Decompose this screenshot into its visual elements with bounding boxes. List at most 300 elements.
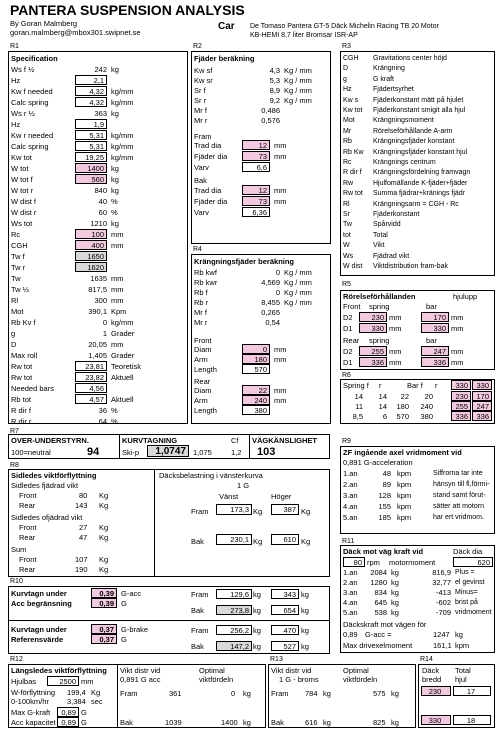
dack-gear: 4.an xyxy=(343,598,358,607)
spec-value: 64 xyxy=(98,417,107,426)
sid-bak-hoger: 610 xyxy=(271,534,299,545)
dack-kraft-v: 1247 xyxy=(433,630,450,639)
kr-front-value: 180 xyxy=(242,354,270,364)
sid-fj-front-u: Kg xyxy=(99,491,109,500)
legend-desc: Rörelseförhållande A-arm xyxy=(373,127,453,135)
legend-key: R dir f xyxy=(343,169,362,177)
kr-label: Mr f xyxy=(194,308,207,317)
r6-head: r xyxy=(435,381,438,390)
legend-key: CGH xyxy=(343,55,359,62)
r6-cell: 180 xyxy=(396,402,409,411)
dack-mm: motormoment xyxy=(389,558,436,567)
fj-value: 0,486 xyxy=(261,106,280,115)
sid-fj-label: Sidledes fjädrad vikt xyxy=(11,481,79,490)
spec-label: Tw f xyxy=(11,252,25,261)
kr-value: 0 xyxy=(275,268,280,277)
legend-key: Mr xyxy=(343,127,352,135)
sid-sum-rear-u: Kg xyxy=(99,565,109,574)
lang-mm: mm xyxy=(81,677,94,686)
vag-value: 103 xyxy=(257,446,276,458)
lang-sec: sec xyxy=(91,697,103,706)
legend-key: Rw tot xyxy=(343,190,363,198)
sid-of-front-v: 27 xyxy=(79,523,88,532)
lang-wf: W-förflyttning xyxy=(11,688,56,697)
lang-kap-v: 0,89 xyxy=(57,717,79,727)
fj-fram-unit: mm xyxy=(274,152,287,161)
r14-r1-total: 17 xyxy=(453,686,491,696)
kr-label: Rb kwf xyxy=(194,268,217,277)
spec-value: 817,5 xyxy=(88,285,107,294)
legend-key: Hz xyxy=(343,86,352,94)
zf-note-line: har ert vridmom. xyxy=(433,514,484,521)
spec-unit: % xyxy=(111,197,118,206)
spec-label: R dir r xyxy=(11,417,32,426)
rorel-spring-1: spring xyxy=(369,302,390,311)
dack-gear: 2.an xyxy=(343,578,358,587)
legend-desc: Krängningsmoment xyxy=(373,117,434,125)
kg-bak-v: 147,2 xyxy=(216,641,252,651)
rorel-bar-1: bar xyxy=(426,302,437,311)
lang-header: Längsledes viktförflyttning xyxy=(11,666,107,675)
fj-label: Kw sf xyxy=(194,66,213,75)
dack-force: 834 xyxy=(374,588,387,597)
spec-unit: kg xyxy=(111,175,119,184)
kr-value: 0,54 xyxy=(265,318,280,327)
dack-kraft-g: 0,89 xyxy=(343,630,358,639)
kr-label: Rb r xyxy=(194,298,209,307)
section-r3: R3 xyxy=(342,43,351,50)
legend-desc: Hjulfomällande K-fjäder+fjäder xyxy=(373,179,468,187)
spec-value: 300 xyxy=(94,296,107,305)
sid-of-front-u: Kg xyxy=(99,523,109,532)
kr-front-label: Diam xyxy=(194,345,212,354)
kr-unit: Kg / mm xyxy=(284,298,312,307)
kg-fram-h: 343 xyxy=(271,589,299,599)
dack-rpm: 80 xyxy=(343,557,365,567)
rorelse-panel xyxy=(340,290,495,370)
cf-label: Cf xyxy=(231,436,239,445)
rorel-bar: 247 xyxy=(421,346,449,356)
zf-gear: 3.an xyxy=(343,491,358,500)
spec-unit: mm xyxy=(111,340,124,349)
spec-value: 36 xyxy=(98,406,107,415)
spec-label: g xyxy=(11,329,16,338)
sid-dack-label: Däcksbelastning i vänsterkurva xyxy=(159,471,263,480)
dack-force: 2084 xyxy=(370,568,387,577)
dack-note: vridmoment xyxy=(455,609,492,616)
legend-key: Kw s xyxy=(343,96,359,104)
spec-label: Needed bars xyxy=(11,384,54,393)
zf-sub: 0,891 G-acceleration xyxy=(343,458,413,467)
rorel-header: Rörelseförhållanden xyxy=(343,292,416,301)
fj-label: Sr f xyxy=(194,86,206,95)
kg-bak: Bak xyxy=(191,642,204,651)
fjader-header: Fjäder beräkning xyxy=(194,54,255,63)
sid-bak-hoger-u: Kg xyxy=(301,537,311,546)
sid-sum-rear: Rear xyxy=(19,565,36,574)
lang-hjul-v: 2500 xyxy=(47,676,79,686)
kg-unit: G-acc xyxy=(121,589,142,598)
kg-fram: Fram xyxy=(191,626,209,635)
spec-label: Ws tot xyxy=(11,219,33,228)
spec-label: Tw ½ xyxy=(11,285,29,294)
kr-header: Krängningsfjäder beräkning xyxy=(194,257,295,266)
kg-label: Referensvärde xyxy=(11,635,64,644)
sid-fj-front: Front xyxy=(19,491,37,500)
spec-unit: kg/mm xyxy=(111,131,134,140)
kg-unit: G xyxy=(121,635,127,644)
zf-value: 48 xyxy=(382,469,391,478)
sid-fj-rear-u: Kg xyxy=(99,501,109,510)
spec-label: Ws r ½ xyxy=(11,109,35,118)
dack-gear: 3.an xyxy=(343,588,358,597)
r13-fram: Fram xyxy=(271,689,289,698)
r14-r2-dack: 330 xyxy=(421,715,451,725)
zf-unit: kpm xyxy=(397,502,412,511)
r13-bak-kg2: kg xyxy=(391,718,399,727)
spec-unit: kg xyxy=(111,109,119,118)
r13-g: 1 G - broms xyxy=(279,675,319,684)
kr-label: Rb f xyxy=(194,288,208,297)
r6-cell: 170 xyxy=(472,391,492,401)
r14-dack: Däck xyxy=(422,666,440,675)
dack-kg: kg xyxy=(391,568,399,577)
dack-max-u: kpm xyxy=(455,641,470,650)
legend-key: Rl xyxy=(343,200,350,208)
divider xyxy=(9,620,329,621)
rorel-mm: mm xyxy=(451,313,464,322)
kr-rear-label: Arm xyxy=(194,396,208,405)
lang-hjul: Hjulbas xyxy=(11,677,37,686)
spec-unit: Teoretisk xyxy=(111,362,142,371)
sid-fram-hoger-u: Kg xyxy=(301,507,311,516)
r6-cell: 20 xyxy=(424,392,433,401)
section-r11: R11 xyxy=(342,538,355,545)
dack-kg: kg xyxy=(391,578,399,587)
fj-fram-value: 12 xyxy=(242,140,270,150)
sid-of-rear-u: Kg xyxy=(99,533,109,542)
legend-key: Mot xyxy=(343,117,355,125)
spec-value: 4,32 xyxy=(75,97,107,107)
spec-unit: Aktuell xyxy=(111,373,134,382)
legend-desc: Krängningsfjäder konstant xyxy=(373,138,455,146)
kr-rear-value: 240 xyxy=(242,395,270,405)
spec-unit: kg xyxy=(111,164,119,173)
zf-gear: 4.an xyxy=(343,502,358,511)
spec-value: 1620 xyxy=(75,262,107,272)
kr-front-value: 0 xyxy=(242,344,270,354)
zf-gear: 1.an xyxy=(343,469,358,478)
kr-front-label: Front xyxy=(194,336,212,345)
legend-desc: Krängning xyxy=(373,65,405,73)
spec-label: Mot xyxy=(11,307,24,316)
spec-label: Kw r needed xyxy=(11,131,54,140)
spec-label: Rw tot xyxy=(11,362,33,371)
rorel-mm: mm xyxy=(389,347,402,356)
kg-kg: kg xyxy=(301,642,309,651)
lang-fram-kg: kg xyxy=(243,689,251,698)
kg-bak: Bak xyxy=(191,606,204,615)
kr-front-label: Length xyxy=(194,365,217,374)
zf-unit: kpm xyxy=(397,513,412,522)
fj-unit: Kg / mm xyxy=(284,86,312,95)
spec-value: 2,1 xyxy=(75,75,107,85)
spec-label: Tw r xyxy=(11,263,26,272)
spec-label: Ws f ½ xyxy=(11,65,35,74)
legend-key: g xyxy=(343,75,347,83)
dack-diff: 816,9 xyxy=(432,568,451,577)
legend-desc: Spårvidd xyxy=(373,221,401,229)
section-r2: R2 xyxy=(193,43,202,50)
legend-key: Sr xyxy=(343,211,350,218)
sid-sum-front-u: Kg xyxy=(99,555,109,564)
zf-unit: kpm xyxy=(397,469,412,478)
lang-fram-v: 361 xyxy=(169,689,182,698)
section-r12: R12 xyxy=(10,656,23,663)
kr-front-unit: mm xyxy=(274,345,287,354)
spec-label: Rl xyxy=(11,296,19,305)
r14-bred: bredd xyxy=(422,675,442,684)
r6-cell: 8,5 xyxy=(352,412,363,421)
dack-kraft-kg: kg xyxy=(455,630,463,639)
legend-desc: G kraft xyxy=(373,75,395,83)
kr-unit: Kg / mm xyxy=(284,288,312,297)
r6-extra: 330 xyxy=(472,380,492,390)
spec-label: Calc spring xyxy=(11,142,49,151)
sid-sum-rear-v: 190 xyxy=(75,565,88,574)
fj-label: Kw sr xyxy=(194,76,213,85)
kr-label: Rb kwr xyxy=(194,278,218,287)
r6-cell: 570 xyxy=(396,412,409,421)
kurv-v2: 1,075 xyxy=(193,448,212,457)
kr-label: Mr r xyxy=(194,318,208,327)
spec-unit: kg/mm xyxy=(111,142,134,151)
zf-unit: kpm xyxy=(397,480,412,489)
spec-label: Rb tot xyxy=(11,395,32,404)
section-r7: R7 xyxy=(10,428,19,435)
sid-of-front: Front xyxy=(19,523,37,532)
dack-max-v: 161,1 xyxy=(433,641,452,650)
rorel-mm: mm xyxy=(389,324,402,333)
rorel-spring: 330 xyxy=(359,323,387,333)
r6-head: Spring f xyxy=(343,381,369,390)
spec-value: 1650 xyxy=(75,251,107,261)
r13-vikt: Vikt distr vid xyxy=(271,666,312,675)
spec-value: 23,82 xyxy=(75,372,107,382)
spec-label: CGH xyxy=(11,241,28,250)
over-value: 94 xyxy=(87,446,100,458)
r13-fram-v: 784 xyxy=(305,689,318,698)
r6-cell: 336 xyxy=(451,411,471,421)
sid-fram-vanst-u: Kg xyxy=(253,507,263,516)
rorel-bar: 170 xyxy=(421,312,449,322)
kg-label: Kurvtagn under xyxy=(11,589,67,598)
rorel-bar-2: bar xyxy=(426,336,437,345)
rorel-key: D1 xyxy=(343,358,353,367)
kg-fram-v: 256,2 xyxy=(216,625,252,635)
kg-fram-v: 129,6 xyxy=(216,589,252,599)
lang-acc: 0-100km/hr xyxy=(11,697,49,706)
kr-value: 8,455 xyxy=(261,298,280,307)
spec-value: 363 xyxy=(94,109,107,118)
zf-gear: 5.an xyxy=(343,513,358,522)
legend-panel xyxy=(340,51,495,276)
fj-fram-value: 73 xyxy=(242,151,270,161)
legend-key: D xyxy=(343,65,349,73)
r6-panel xyxy=(340,379,495,424)
spec-unit: mm xyxy=(111,230,124,239)
kurv-label: KURVTAGNING xyxy=(122,436,178,445)
spec-label: Rb Kv f xyxy=(11,318,36,327)
zf-note-line: stand samt förut- xyxy=(433,492,486,499)
sid-fj-front-v: 80 xyxy=(79,491,88,500)
spec-unit: mm xyxy=(111,241,124,250)
spec-unit: Grader xyxy=(111,329,135,338)
sid-g: 1 G xyxy=(237,481,250,490)
rorel-spring: 230 xyxy=(359,312,387,322)
lang-kap: Acc kapacitet xyxy=(11,718,56,727)
spec-value: 840 xyxy=(94,186,107,195)
r14-r2-total: 18 xyxy=(453,715,491,725)
spec-label: Hz xyxy=(11,76,21,85)
kr-value: 0,265 xyxy=(261,308,280,317)
lang-wf-u: Kg xyxy=(91,688,101,697)
r6-cell: 230 xyxy=(451,391,471,401)
fj-bak-value: 6,36 xyxy=(242,207,270,217)
dack-note: brist på xyxy=(455,599,478,606)
spec-label: Hz xyxy=(11,120,21,129)
krangningsfjader-panel xyxy=(191,254,331,424)
fj-fram-unit: mm xyxy=(274,141,287,150)
kg-kg: kg xyxy=(253,606,261,615)
rorel-mm: mm xyxy=(451,324,464,333)
fj-value: 8,9 xyxy=(269,86,280,95)
rorel-bar: 330 xyxy=(421,323,449,333)
spec-label: R dir f xyxy=(11,406,32,415)
spec-label: W tot xyxy=(11,164,29,173)
fj-bak-label: Varv xyxy=(194,208,209,217)
dack-max: Max drivexelmoment xyxy=(343,641,413,650)
r6-extra: 330 xyxy=(451,380,471,390)
sid-bak: Bak xyxy=(191,537,204,546)
fj-value: 0,576 xyxy=(261,116,280,125)
legend-desc: Viktdistribution fram-bak xyxy=(373,263,448,270)
legend-desc: Krängningsfjäder konstant hjul xyxy=(373,148,468,156)
zf-title: ZF ingående axel vridmoment vid xyxy=(343,448,462,457)
spec-label: D xyxy=(11,340,17,349)
lang-viktg: 0,891 G acc xyxy=(120,675,161,684)
kg-fram-h: 470 xyxy=(271,625,299,635)
fj-fram-label: Trad dia xyxy=(194,141,222,150)
r13-opt: Optimal xyxy=(343,666,369,675)
section-r14: R14 xyxy=(420,656,433,663)
legend-desc: Summa fjädrar+kränings fjädr xyxy=(373,190,466,198)
dack-kraft: Däckskraft mot vägen för xyxy=(343,620,427,629)
kg-value: 0,37 xyxy=(91,624,117,634)
kg-value: 0,37 xyxy=(91,634,117,644)
kg-kg: kg xyxy=(253,626,261,635)
dack-gear: 5.an xyxy=(343,608,358,617)
kr-unit: Kg / mm xyxy=(284,268,312,277)
rorel-spring-2: spring xyxy=(369,336,390,345)
kg-unit: G xyxy=(121,599,127,608)
cf-value: 1,2 xyxy=(231,448,242,457)
lang-bak-kg: kg xyxy=(243,718,251,727)
kr-rear-value: 380 xyxy=(242,405,270,415)
sid-of-rear: Rear xyxy=(19,533,36,542)
spec-unit: % xyxy=(111,417,118,426)
rorel-spring: 336 xyxy=(359,357,387,367)
spec-label: Kw f needed xyxy=(11,87,53,96)
lang-max-v: 0,89 xyxy=(57,707,79,717)
zf-value: 185 xyxy=(378,513,391,522)
kr-front-label: Arm xyxy=(194,355,208,364)
section-r5: R5 xyxy=(342,281,351,288)
lang-bak-o: 1400 xyxy=(221,718,238,727)
spec-label: Tw xyxy=(11,274,21,283)
spec-unit: kg xyxy=(111,65,119,74)
sid-header: Sidledes viktförflyttning xyxy=(11,471,97,480)
sid-sum-label: Sum xyxy=(11,545,27,554)
rorel-sub: hjulupp xyxy=(453,292,478,301)
fj-value: 4,3 xyxy=(269,66,280,75)
legend-desc: Fjäderkonstant mätt på hjulet xyxy=(373,96,464,104)
spec-value: 20,05 xyxy=(88,340,107,349)
legend-desc: Total xyxy=(373,231,388,239)
spec-value: 4,56 xyxy=(75,383,107,393)
legend-key: W xyxy=(343,242,350,250)
sid-of-rear-v: 47 xyxy=(79,533,88,542)
author: By Goran Malmberg xyxy=(10,19,78,28)
r6-cell: 22 xyxy=(400,392,409,401)
dack-kraft-u: G-acc = xyxy=(365,630,392,639)
dack-kg: kg xyxy=(391,588,399,597)
car-label: Car xyxy=(218,21,235,32)
kr-rear-label: Rear xyxy=(194,377,211,386)
dack-diff: 32,77 xyxy=(432,578,451,587)
dack-kg: kg xyxy=(391,608,399,617)
r13-bak-o: 825 xyxy=(373,718,386,727)
lang-optd: viktfördeln xyxy=(199,675,234,684)
kg-kg: kg xyxy=(253,642,261,651)
sid-fj-rear-v: 143 xyxy=(75,501,88,510)
r6-cell: 380 xyxy=(420,412,433,421)
r6-head: r xyxy=(379,381,382,390)
rorel-mm: mm xyxy=(389,358,402,367)
spec-value: 0 xyxy=(102,318,107,327)
r6-cell: 6 xyxy=(382,412,387,421)
r14-hjul: hjul xyxy=(455,675,467,684)
spec-value: 1210 xyxy=(90,219,107,228)
r14-total: Total xyxy=(455,666,471,675)
r6-cell: 14 xyxy=(354,392,363,401)
fj-label: Mr r xyxy=(194,116,208,125)
legend-desc: Fjädrad vikt xyxy=(373,252,410,260)
zf-note-line: sätter att motorn xyxy=(433,503,484,510)
spec-label: W dist r xyxy=(11,208,37,217)
spec-unit: % xyxy=(111,208,118,217)
kg-bak-h: 527 xyxy=(271,641,299,651)
spec-unit: % xyxy=(111,406,118,415)
kr-rear-label: Length xyxy=(194,406,217,415)
kg-unit: G-brake xyxy=(121,625,149,634)
spec-label: Max roll xyxy=(11,351,38,360)
dack-diff: -413 xyxy=(435,588,451,597)
spec-label: W dist f xyxy=(11,197,37,206)
fj-label: Mr f xyxy=(194,106,207,115)
spec-label: Rc xyxy=(11,230,21,239)
zf-gear: 2.an xyxy=(343,480,358,489)
